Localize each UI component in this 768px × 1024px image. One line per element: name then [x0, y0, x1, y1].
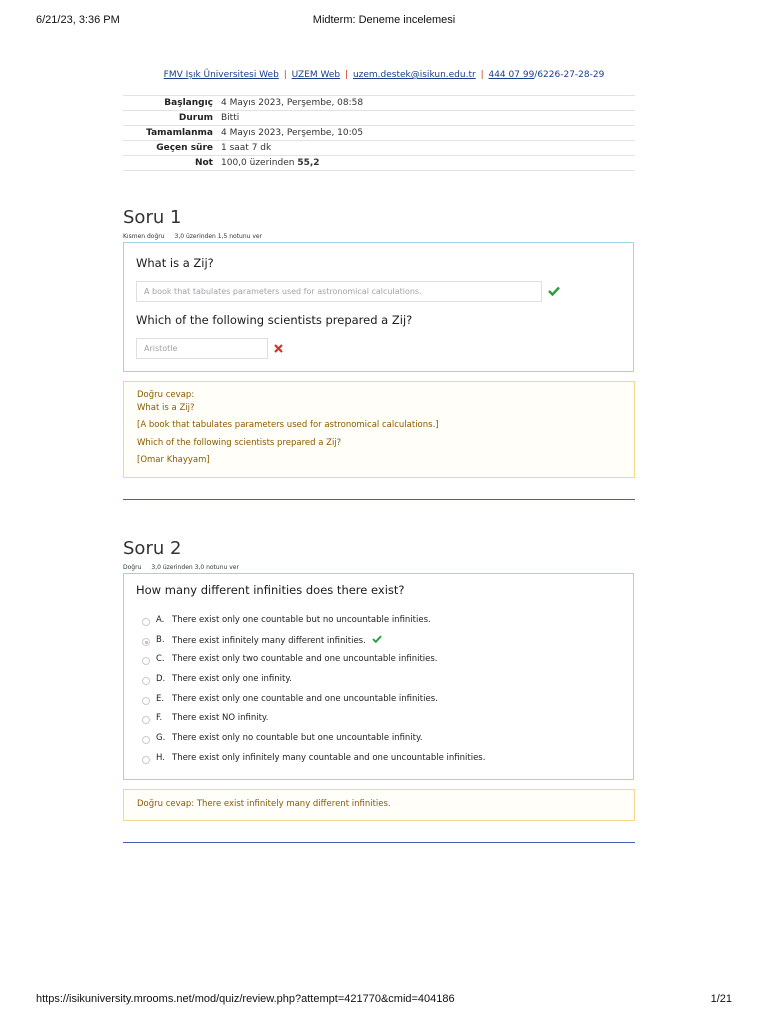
email-link[interactable]: uzem.destek@isikun.edu.tr	[352, 70, 476, 80]
support-links	[0, 70, 768, 80]
option-text: There exist only one infinity.	[172, 674, 292, 684]
phone-ext: /6226-27-28-29	[534, 70, 605, 80]
radio-button[interactable]	[142, 697, 150, 705]
summary-value: 4 Mayıs 2023, Perşembe, 10:05	[217, 126, 635, 141]
feedback-line: Which of the following scientists prepared a Zij?	[137, 438, 342, 448]
option-text: There exist NO infinity.	[172, 713, 269, 723]
q2-grade: 3,0 üzerinden 3,0 notunu ver	[151, 564, 239, 571]
option-text: There exist only infinitely many countable and one uncountable infinities.	[172, 753, 486, 763]
page-number: 1/21	[710, 993, 732, 1005]
q2-state-line	[123, 564, 239, 571]
radio-button-selected[interactable]	[142, 638, 150, 646]
radio-button[interactable]	[142, 657, 150, 665]
summary-value: 1 saat 7 dk	[217, 141, 635, 156]
q1-answer-1[interactable]: A book that tabulates parameters used for astronomical calculations.	[136, 281, 542, 302]
q2-state: Doğru	[123, 564, 142, 571]
feedback-line: [Omar Khayyam]	[137, 455, 210, 465]
summary-value: 4 Mayıs 2023, Perşembe, 08:58	[217, 96, 635, 111]
option-text: There exist only two countable and one uncountable infinities.	[172, 654, 438, 664]
option-text: There exist only no countable but one uncountable infinity.	[172, 733, 423, 743]
q1-state: Kısmen doğru	[123, 233, 165, 240]
page-url: https://isikuniversity.mrooms.net/mod/quiz/review.php?attempt=421770&cmid=404186	[36, 993, 455, 1005]
feedback-heading: Doğru cevap:	[137, 390, 195, 400]
option-text: There exist only one countable and one uncountable infinities.	[172, 694, 438, 704]
summary-row	[123, 156, 635, 171]
link-separator: |	[283, 70, 287, 80]
option-letter: C.	[156, 654, 165, 664]
summary-label: Not	[123, 156, 217, 171]
summary-row	[123, 141, 635, 156]
q1-box	[123, 242, 634, 372]
print-title: Midterm: Deneme incelemesi	[312, 14, 456, 26]
phone-link[interactable]: 444 07 99	[488, 70, 535, 80]
summary-value	[217, 156, 635, 171]
question-divider	[123, 499, 635, 500]
q2-text: How many different infinities does there exist?	[136, 583, 405, 597]
radio-button[interactable]	[142, 756, 150, 764]
option-text	[172, 635, 382, 646]
option-text-value: There exist infinitely many different infinities.	[172, 636, 366, 646]
summary-label: Durum	[123, 111, 217, 126]
print-footer	[0, 993, 768, 1009]
correct-check-icon	[548, 286, 560, 296]
option-text: There exist only one countable but no uncountable infinities.	[172, 615, 431, 625]
summary-label: Başlangıç	[123, 96, 217, 111]
incorrect-cross-icon	[274, 344, 283, 353]
q1-answer-2[interactable]: Aristotle	[136, 338, 268, 359]
summary-label: Geçen süre	[123, 141, 217, 156]
radio-button[interactable]	[142, 736, 150, 744]
q1-grade: 3,0 üzerinden 1,5 notunu ver	[174, 233, 263, 240]
link-separator: |	[345, 70, 349, 80]
option-letter: B.	[156, 635, 165, 645]
option-letter: G.	[156, 733, 166, 743]
grade-score: 55,2	[297, 158, 320, 168]
question-divider	[123, 842, 635, 843]
correct-check-icon	[372, 635, 382, 643]
feedback-text: Doğru cevap: There exist infinitely many different infinities.	[137, 799, 391, 809]
feedback-line: [A book that tabulates parameters used for astronomical calculations.]	[137, 420, 439, 430]
q2-feedback	[123, 789, 635, 821]
fmv-link[interactable]: FMV Işık Üniversitesi Web	[163, 70, 279, 80]
print-header	[0, 14, 768, 30]
summary-row	[123, 111, 635, 126]
summary-label: Tamamlanma	[123, 126, 217, 141]
option-letter: F.	[156, 713, 163, 723]
q1-text-2: Which of the following scientists prepared a Zij?	[136, 313, 413, 327]
feedback-line: What is a Zij?	[137, 403, 195, 413]
radio-button[interactable]	[142, 618, 150, 626]
radio-button[interactable]	[142, 677, 150, 685]
q2-title: Soru 2	[123, 538, 182, 559]
q1-title: Soru 1	[123, 207, 182, 228]
radio-button[interactable]	[142, 716, 150, 724]
uzem-link[interactable]: UZEM Web	[291, 70, 341, 80]
link-separator: |	[480, 70, 484, 80]
option-letter: D.	[156, 674, 166, 684]
attempt-summary	[123, 95, 635, 171]
q1-text-1: What is a Zij?	[136, 256, 214, 270]
q1-state-line	[123, 233, 262, 240]
option-letter: H.	[156, 753, 165, 763]
option-letter: E.	[156, 694, 165, 704]
option-letter: A.	[156, 615, 165, 625]
summary-value: Bitti	[217, 111, 635, 126]
print-datetime: 6/21/23, 3:36 PM	[36, 14, 120, 26]
summary-row	[123, 126, 635, 141]
summary-row	[123, 96, 635, 111]
grade-text: 100,0 üzerinden	[221, 158, 295, 168]
q2-box	[123, 573, 634, 780]
q1-feedback	[123, 381, 635, 478]
